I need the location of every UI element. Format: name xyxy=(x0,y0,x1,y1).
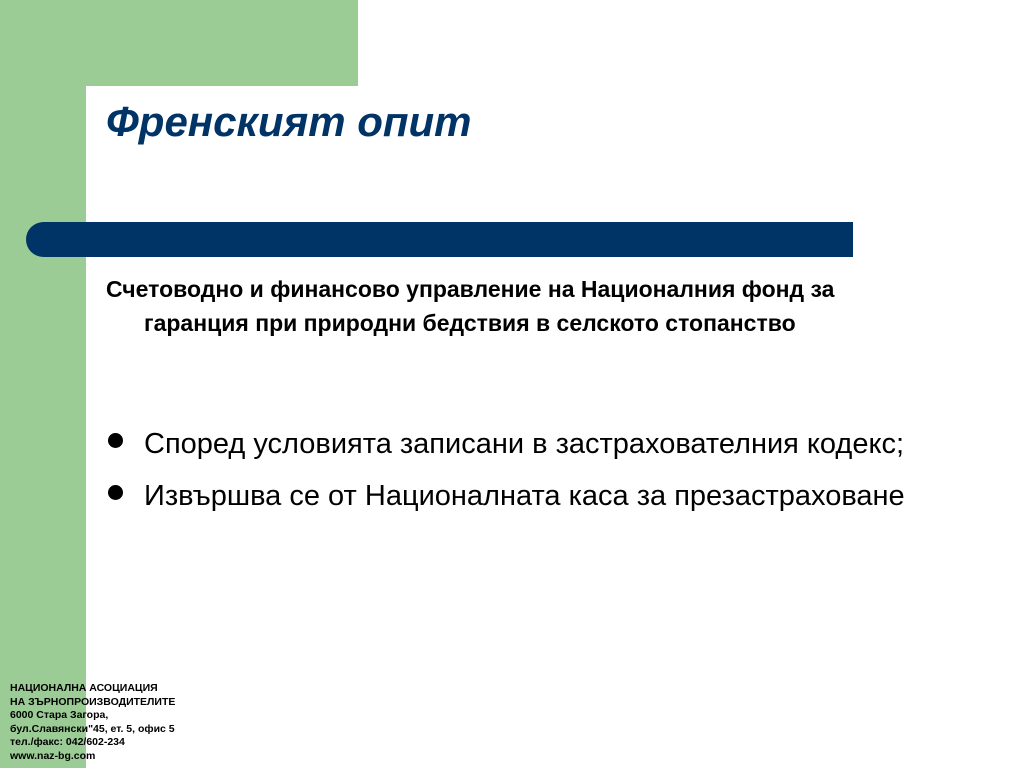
footer-city: 6000 Стара Загора, xyxy=(10,709,109,721)
bullet-list xyxy=(106,424,966,528)
footer-website: www.naz-bg.com xyxy=(10,749,96,762)
footer-org-name-2: НА ЗЪРНОПРОИЗВОДИТЕЛИТЕ xyxy=(10,695,176,708)
bullet-dot-icon xyxy=(108,485,123,500)
slide-title: Френският опит xyxy=(106,98,472,145)
bullet-dot-icon xyxy=(108,433,123,448)
bullet-item xyxy=(106,476,966,516)
bullet-text: Според условията записани в застрахователния кодекс; xyxy=(144,428,905,460)
footer-phone: тел./факс: 042/602-234 xyxy=(10,736,125,748)
green-top-panel xyxy=(86,0,358,86)
bullet-text: Извършва се от Националната каса за презастраховане xyxy=(144,480,905,512)
footer-org-name: НАЦИОНАЛНА АСОЦИАЦИЯ xyxy=(10,682,158,694)
green-side-panel xyxy=(0,0,86,768)
footer-address: бул.Славянски"45, ет. 5, офис 5 xyxy=(10,722,175,735)
footer-contact xyxy=(10,682,210,763)
intro-text: Счетоводно и финансово управление на Националния фонд за гаранция при природни бедствия в селското стопанство xyxy=(106,276,835,336)
bullet-item xyxy=(106,424,966,464)
title-divider-bar xyxy=(26,222,853,257)
